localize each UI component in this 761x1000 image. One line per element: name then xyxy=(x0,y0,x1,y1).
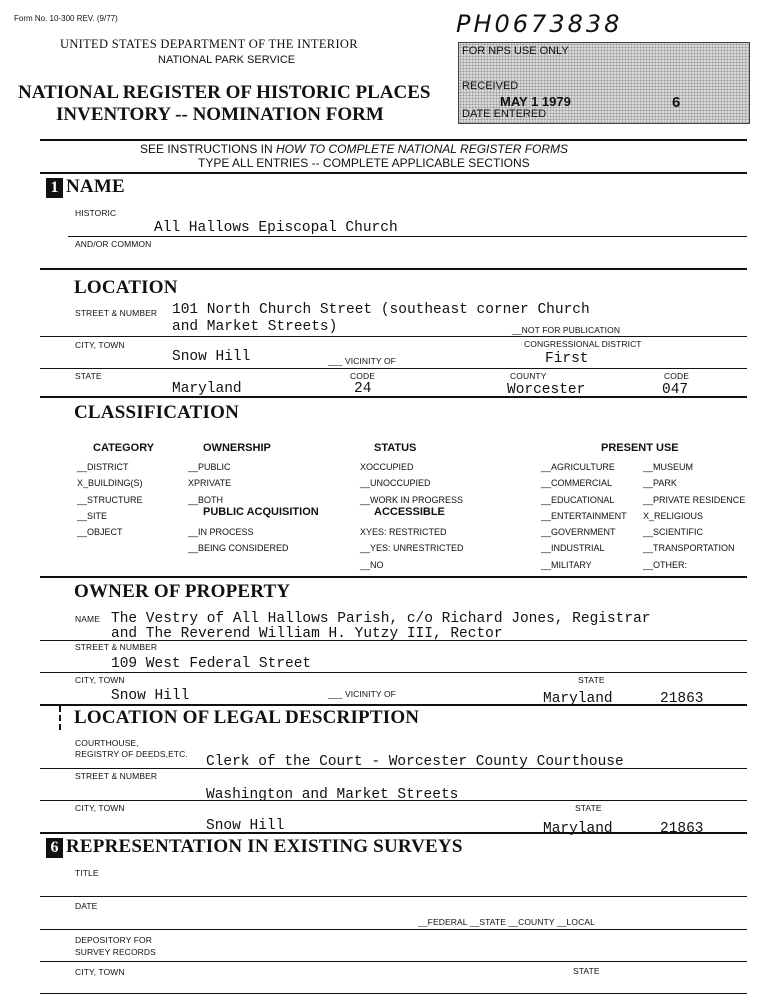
owner-divider xyxy=(40,704,747,706)
acquisition-heading: PUBLIC ACQUISITION xyxy=(203,506,319,518)
survey-levels[interactable]: __FEDERAL __STATE __COUNTY __LOCAL xyxy=(418,917,595,927)
accessible-no[interactable]: __NO xyxy=(360,559,384,570)
section-location-heading: LOCATION xyxy=(74,277,178,298)
survey-title-label: TITLE xyxy=(75,868,99,878)
accessible-unrestricted[interactable]: __YES: UNRESTRICTED xyxy=(360,543,464,554)
service-name: NATIONAL PARK SERVICE xyxy=(158,54,296,66)
present-use-list-2 xyxy=(643,459,745,573)
category-heading: CATEGORY xyxy=(93,442,155,454)
use-religious[interactable]: X_RELIGIOUS xyxy=(643,510,704,521)
legal-street-line xyxy=(40,800,747,801)
category-structure[interactable]: __STRUCTURE xyxy=(77,494,143,505)
owner-street-line xyxy=(40,672,747,673)
acquisition-in-process[interactable]: __IN PROCESS xyxy=(188,527,254,537)
owner-state-label: STATE xyxy=(578,675,605,685)
survey-title-line xyxy=(40,896,747,897)
use-agriculture[interactable]: __AGRICULTURE xyxy=(541,462,615,472)
instructions-line2: TYPE ALL ENTRIES -- COMPLETE APPLICABLE SECTIONS xyxy=(198,156,530,170)
city-line xyxy=(40,368,747,369)
present-use-list-1 xyxy=(541,459,627,573)
state-field[interactable]: Maryland xyxy=(172,381,242,397)
ownership-public[interactable]: __PUBLIC xyxy=(188,462,231,472)
status-work-in-progress[interactable]: __WORK IN PROGRESS xyxy=(360,494,464,505)
owner-city-label: CITY, TOWN xyxy=(75,675,125,685)
state-code-field[interactable]: 24 xyxy=(354,381,372,397)
status-unoccupied[interactable]: __UNOCCUPIED xyxy=(360,478,431,489)
use-transportation[interactable]: __TRANSPORTATION xyxy=(643,543,735,554)
owner-street-field[interactable]: 109 West Federal Street xyxy=(111,656,312,672)
courthouse-line xyxy=(40,768,747,769)
location-divider xyxy=(40,396,747,398)
courthouse-label-2: REGISTRY OF DEEDS,ETC. xyxy=(75,749,188,759)
received-stamp: MAY 1 1979 xyxy=(500,94,571,109)
status-occupied[interactable]: XOCCUPIED xyxy=(360,462,414,472)
owner-state-field[interactable]: Maryland xyxy=(543,691,613,707)
legal-street-label: STREET & NUMBER xyxy=(75,771,158,781)
form-title-line2: INVENTORY -- NOMINATION FORM xyxy=(56,104,384,125)
category-district[interactable]: __DISTRICT xyxy=(77,462,129,472)
owner-name-line1[interactable]: The Vestry of All Hallows Parish, c/o Richard Jones, Registrar xyxy=(111,611,651,627)
use-scientific[interactable]: __SCIENTIFIC xyxy=(643,527,704,538)
not-for-publication[interactable]: __NOT FOR PUBLICATION xyxy=(512,325,621,335)
use-government[interactable]: __GOVERNMENT xyxy=(541,527,616,538)
use-entertainment[interactable]: __ENTERTAINMENT xyxy=(541,510,627,521)
use-educational[interactable]: __EDUCATIONAL xyxy=(541,494,615,505)
legal-state-field[interactable]: Maryland xyxy=(543,821,613,837)
depository-line xyxy=(40,961,747,962)
use-commercial[interactable]: __COMMERCIAL xyxy=(541,478,613,489)
ownership-list xyxy=(188,459,231,508)
ownership-heading: OWNERSHIP xyxy=(203,442,271,454)
accessible-restricted[interactable]: XYES: RESTRICTED xyxy=(360,527,447,537)
historic-line xyxy=(68,236,747,237)
legal-city-label: CITY, TOWN xyxy=(75,803,125,813)
legal-zip-field[interactable]: 21863 xyxy=(660,821,704,837)
category-buildings[interactable]: X_BUILDING(S) xyxy=(77,478,143,489)
form-number: Form No. 10-300 REV. (9/77) xyxy=(14,14,118,23)
courthouse-field[interactable]: Clerk of the Court - Worcester County Courthouse xyxy=(206,754,624,770)
historic-name-field[interactable]: All Hallows Episcopal Church xyxy=(154,220,398,236)
acquisition-considered[interactable]: __BEING CONSIDERED xyxy=(188,543,289,554)
city-label: CITY, TOWN xyxy=(75,340,125,350)
common-name-label: AND/OR COMMON xyxy=(75,239,152,249)
entered-stamp: 6 xyxy=(672,94,681,111)
ownership-both[interactable]: __BOTH xyxy=(188,494,224,505)
category-site[interactable]: __SITE xyxy=(77,510,108,521)
legal-divider xyxy=(40,832,747,834)
legal-street-field[interactable]: Washington and Market Streets xyxy=(206,787,459,803)
survey-date-line xyxy=(40,929,747,930)
surveys-section-number: 6 xyxy=(46,838,63,858)
accessible-list xyxy=(360,524,464,573)
county-label: COUNTY xyxy=(510,371,547,381)
use-other[interactable]: __OTHER: xyxy=(643,559,688,570)
survey-date-label: DATE xyxy=(75,901,98,911)
section-number: 1 xyxy=(46,178,63,198)
county-code-field[interactable]: 047 xyxy=(662,382,689,398)
legal-city-field[interactable]: Snow Hill xyxy=(206,818,285,834)
acquisition-list xyxy=(188,524,289,557)
category-object[interactable]: __OBJECT xyxy=(77,527,123,538)
department-name: UNITED STATES DEPARTMENT OF THE INTERIOR xyxy=(60,37,358,51)
handwritten-id: PH0673838 xyxy=(456,10,623,38)
owner-name-label: NAME xyxy=(75,614,100,624)
category-list xyxy=(77,459,143,540)
vicinity-label[interactable]: ___ VICINITY OF xyxy=(328,356,396,366)
street-field-line1[interactable]: 101 North Church Street (southeast corner Church xyxy=(172,302,590,318)
owner-vicinity-label[interactable]: ___ VICINITY OF xyxy=(328,689,396,699)
survey-city-line xyxy=(40,993,747,994)
name-section-divider xyxy=(40,268,747,270)
instructions-divider xyxy=(40,172,747,174)
date-entered-label: DATE ENTERED xyxy=(462,108,547,120)
status-heading: STATUS xyxy=(374,442,417,454)
margin-mark xyxy=(59,706,63,730)
survey-city-label: CITY, TOWN xyxy=(75,967,125,977)
county-field[interactable]: Worcester xyxy=(507,382,586,398)
section-owner-heading: OWNER OF PROPERTY xyxy=(74,581,291,602)
state-label: STATE xyxy=(75,371,102,381)
legal-state-label: STATE xyxy=(575,803,602,813)
depository-label-2: SURVEY RECORDS xyxy=(75,947,156,957)
street-field-line2[interactable]: and Market Streets) xyxy=(172,319,338,335)
status-list xyxy=(360,459,463,508)
use-museum[interactable]: __MUSEUM xyxy=(643,462,694,472)
section-surveys-heading: 6 REPRESENTATION IN EXISTING SURVEYS xyxy=(46,836,463,858)
code-label: CODE xyxy=(350,371,375,381)
owner-name-line2[interactable]: and The Reverend William H. Yutzy III, Rector xyxy=(111,626,503,642)
courthouse-label-1: COURTHOUSE, xyxy=(75,738,139,748)
use-industrial[interactable]: __INDUSTRIAL xyxy=(541,543,605,554)
instructions-line1: SEE INSTRUCTIONS IN HOW TO COMPLETE NATIONAL REGISTER FORMS xyxy=(140,142,569,156)
owner-street-label: STREET & NUMBER xyxy=(75,642,158,652)
accessible-heading: ACCESSIBLE xyxy=(374,506,445,518)
nps-box-label: FOR NPS USE ONLY xyxy=(462,45,569,57)
owner-zip-field[interactable]: 21863 xyxy=(660,691,704,707)
congressional-field[interactable]: First xyxy=(545,351,589,367)
header-divider xyxy=(40,139,747,141)
owner-name-line xyxy=(40,640,747,641)
city-field[interactable]: Snow Hill xyxy=(172,349,251,365)
present-use-heading: PRESENT USE xyxy=(601,442,679,454)
received-label: RECEIVED xyxy=(462,80,519,92)
form-title-line1: NATIONAL REGISTER OF HISTORIC PLACES xyxy=(18,82,431,103)
owner-city-field[interactable]: Snow Hill xyxy=(111,688,190,704)
classification-divider xyxy=(40,576,747,578)
historic-label: HISTORIC xyxy=(75,208,117,218)
use-park[interactable]: __PARK xyxy=(643,478,677,489)
section-name-heading: 1 NAME xyxy=(46,176,125,198)
ownership-private[interactable]: XPRIVATE xyxy=(188,478,232,489)
section-legal-heading: LOCATION OF LEGAL DESCRIPTION xyxy=(74,707,420,728)
use-military[interactable]: __MILITARY xyxy=(541,559,592,570)
depository-label-1: DEPOSITORY FOR xyxy=(75,935,152,945)
use-private-residence[interactable]: __PRIVATE RESIDENCE xyxy=(643,494,746,505)
survey-state-label: STATE xyxy=(573,966,600,976)
congressional-label: CONGRESSIONAL DISTRICT xyxy=(524,339,642,349)
section-classification-heading: CLASSIFICATION xyxy=(74,402,240,423)
street-number-label: STREET & NUMBER xyxy=(75,308,158,318)
code2-label: CODE xyxy=(664,371,689,381)
street-line xyxy=(40,336,747,337)
